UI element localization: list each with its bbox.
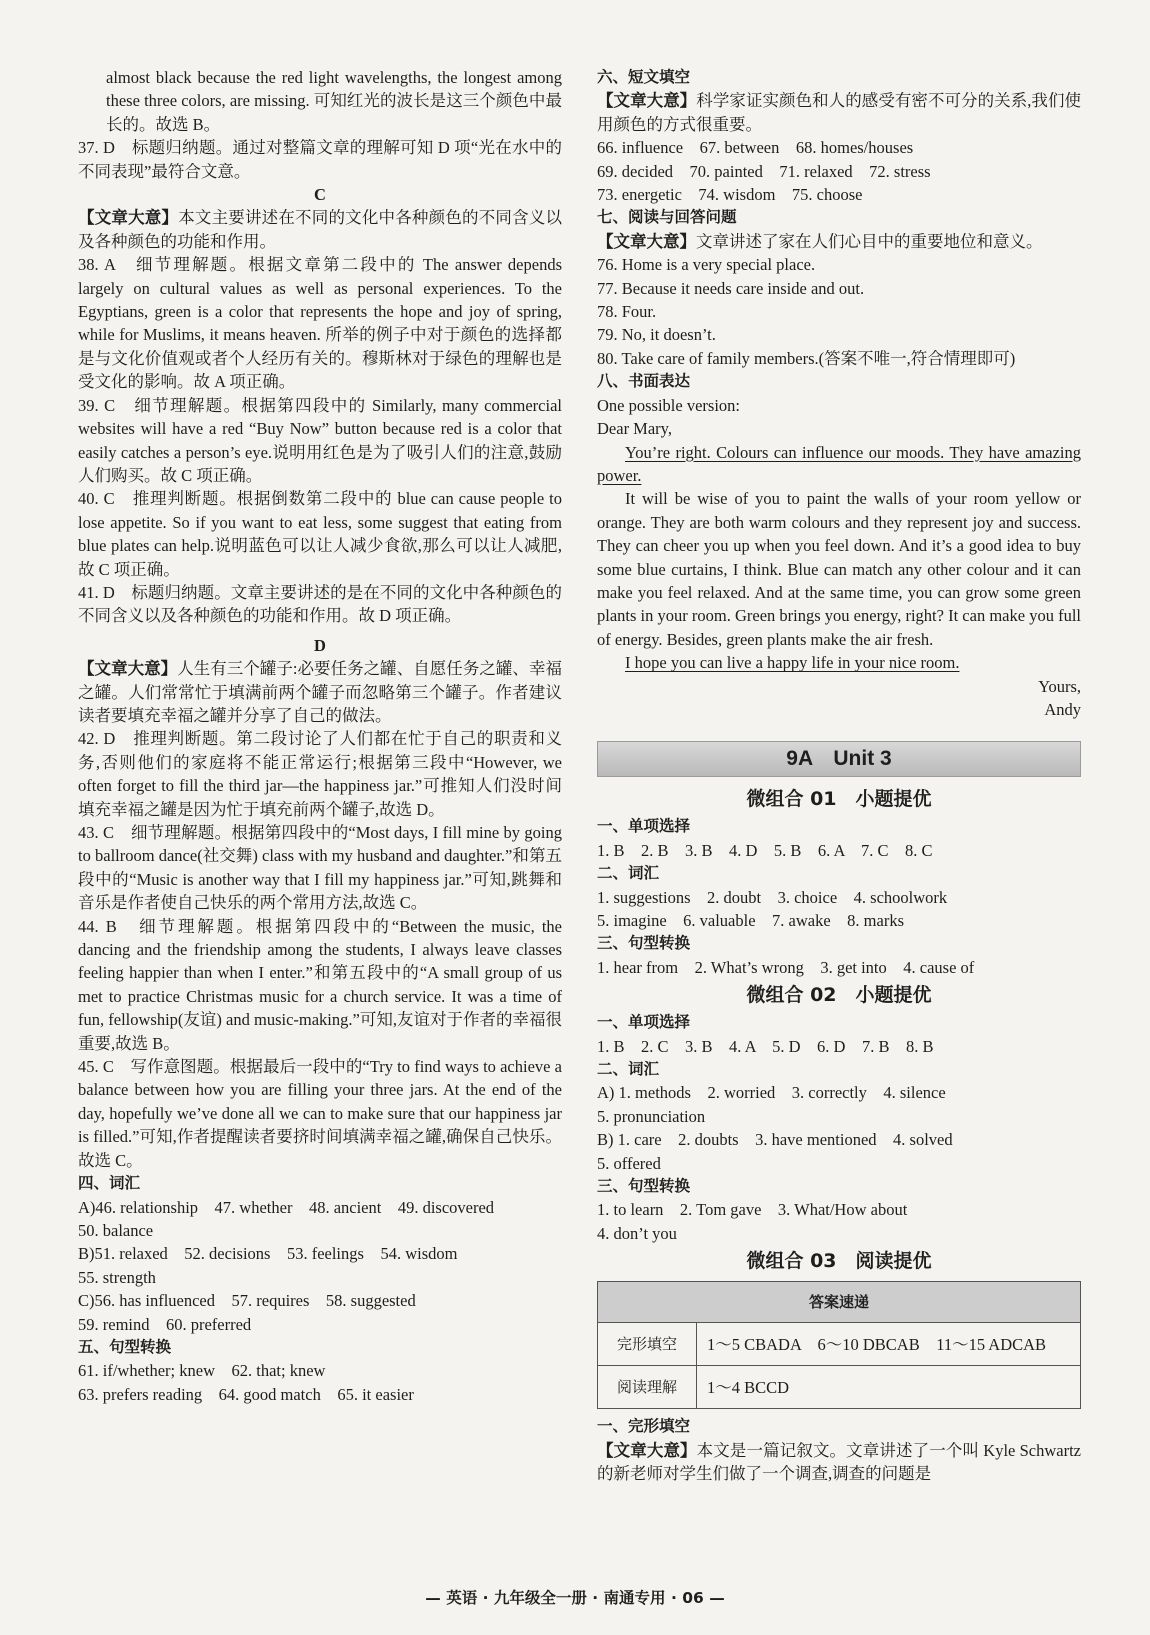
group-02-section-2: 二、词汇 [597, 1060, 660, 1079]
answer-39: 39. C 细节理解题。根据第四段中的 Similarly, many commercial websites will have a red “Buy Now” button because red is a color that easily catches a person’s eye.说明用红色是为了吸引人们的注意,鼓励人们购买。故 C 项正确。 [78, 395, 562, 485]
answer-80: 80. Take care of family members.(答案不唯一,符合情理即可) [597, 348, 1016, 368]
table-row [598, 1366, 1081, 1409]
right-column [597, 66, 1081, 1486]
essay-closing: Yours, [1038, 676, 1081, 696]
unit-title-bar: 9A Unit 3 [597, 741, 1081, 777]
group-01-answers-1: 1. B 2. B 3. B 4. D 5. B 6. A 7. C 8. C [597, 840, 933, 860]
group-02-answers-7: 4. don’t you [597, 1223, 677, 1243]
essay-greeting: Dear Mary, [597, 419, 672, 439]
sentence-answers-2: 63. prefers reading 64. good match 65. it easier [78, 1384, 414, 1404]
vocab-b: B)51. relaxed 52. decisions 53. feelings 54. wisdom [78, 1244, 458, 1264]
answer-37: 37. D 标题归纳题。通过对整篇文章的理解可知 D 项“光在水中的不同表现”最符合文意。 [78, 138, 562, 181]
sentence-answers-1: 61. if/whether; knew 62. that; knew [78, 1361, 326, 1381]
vocab-b2: 55. strength [78, 1267, 156, 1287]
summary-6 [597, 89, 1081, 136]
group-01-title: 微组合 01 小题提优 [746, 788, 932, 811]
group-01-section-3: 三、句型转换 [597, 934, 691, 953]
group-02-answers-1: 1. B 2. C 3. B 4. A 5. D 6. D 7. B 8. B [597, 1036, 934, 1056]
answer-78: 78. Four. [597, 302, 657, 322]
left-column [78, 66, 562, 1406]
table-row-value: 1～5 CBADA 6～10 DBCAB 11～15 ADCAB [697, 1323, 1081, 1366]
fill-answers-1: 66. influence 67. between 68. homes/houses [597, 138, 914, 158]
essay-intro: One possible version: [597, 395, 740, 415]
section-c-heading: C [314, 185, 326, 205]
summary-c [78, 206, 562, 253]
table-row [598, 1323, 1081, 1366]
essay-paragraph-2: It will be wise of you to paint the walls of your room yellow or orange. They are both warm colours and they represent joy and success. They can cheer you up when you feel down. And it’s a good idea to buy some blue curtains, I think. Blue can match any other colour and it can make you feel relaxed. And at the same time, you can grow some green plants in your room. Green brings you energy, right? It can make you full of energy. Besides, green plants make the air fresh. [597, 489, 1081, 649]
section-7-heading: 七、阅读与回答问题 [597, 208, 737, 227]
group-01-answers-3: 5. imagine 6. valuable 7. awake 8. marks [597, 911, 904, 930]
group-01-section-1: 一、单项选择 [597, 817, 691, 836]
group-03-section-1: 一、完形填空 [597, 1417, 691, 1436]
answer-quick-table-header: 答案速递 [598, 1282, 1081, 1323]
essay-signature: Andy [1044, 699, 1081, 719]
group-02-title: 微组合 02 小题提优 [746, 984, 932, 1007]
table-row-value: 1～4 BCCD [697, 1366, 1081, 1409]
summary-6-text: 科学家证实颜色和人的感受有密不可分的关系,我们使用颜色的方式很重要。 [597, 91, 1082, 134]
group-02-answers-3: 5. pronunciation [597, 1106, 706, 1126]
essay-paragraph-3: I hope you can live a happy life in your nice room. [625, 653, 960, 673]
section-4-heading: 四、词汇 [78, 1174, 141, 1193]
fill-answers-2: 69. decided 70. painted 71. relaxed 72. stress [597, 161, 931, 181]
group-01-answers-4: 1. hear from 2. What’s wrong 3. get into 4. cause of [597, 957, 975, 977]
answer-43: 43. C 细节理解题。根据第四段中的“Most days, I fill mine by going to ballroom dance(社交舞) class with my husband and daughter.”和第五段中的“Music is another way that I fill my happiness jar.”可知,跳舞和音乐是作者使自己快乐的两个常用方法,故选 C。 [78, 823, 562, 913]
vocab-c2: 59. remind 60. preferred [78, 1314, 252, 1334]
summary-d-text: 人生有三个罐子:必要任务之罐、自愿任务之罐、幸福之罐。人们常常忙于填满前两个罐子而忽略第三个罐子。作者建议读者要填充幸福之罐并分享了自己的做法。 [78, 659, 562, 725]
answer-41: 41. D 标题归纳题。文章主要讲述的是在不同的文化中各种颜色的不同含义以及各种颜色的功能和作用。故 D 项正确。 [78, 582, 562, 626]
vocab-c: C)56. has influenced 57. requires 58. suggested [78, 1291, 416, 1311]
section-5-heading: 五、句型转换 [78, 1337, 172, 1356]
answer-40: 40. C 推理判断题。根据倒数第二段中的 blue can cause people to lose appetite. So if you want to eat less, some suggest that eating from blue plates can help.说明蓝色可以让人减少食欲,那么可以让人减肥,故 C 项正确。 [78, 489, 562, 579]
essay-paragraph-1: You’re right. Colours can influence our moods. They have amazing power. [597, 442, 1081, 485]
vocab-a: A)46. relationship 47. whether 48. ancient 49. discovered [78, 1197, 495, 1217]
summary-6-label: 【文章大意】 [597, 91, 697, 111]
summary-7-text: 文章讲述了家在人们心目中的重要地位和意义。 [696, 231, 1043, 251]
table-row-label: 完形填空 [598, 1323, 697, 1366]
group-02-answers-6: 1. to learn 2. Tom gave 3. What/How about [597, 1200, 908, 1220]
answer-quick-table [597, 1281, 1081, 1409]
section-6-heading: 六、短文填空 [597, 68, 691, 86]
answer-42: 42. D 推理判断题。第二段讨论了人们都在忙于自己的职责和义务,否则他们的家庭将不能正常运行;根据第三段中“However, we often forget to fill the third jar—the happiness jar.”可推知人们没时间填充幸福之罐是因为忙于填充前两个罐子,故选 D。 [78, 729, 562, 819]
group-02-section-3: 三、句型转换 [597, 1177, 691, 1196]
answer-45: 45. C 写作意图题。根据最后一段中的“Try to find ways to achieve a balance between how you are filling your three jars. At the end of the day, hopefully we’ve done all we can to make sure that our happiness jar is filled.”可知,作者提醒读者要挤时间填满幸福之罐,确保自己快乐。故选 C。 [78, 1057, 562, 1170]
answer-79: 79. No, it doesn’t. [597, 325, 716, 345]
answer-77: 77. Because it needs care inside and out. [597, 278, 865, 298]
summary-d [78, 657, 562, 727]
summary-g3-label: 【文章大意】 [597, 1440, 697, 1460]
summary-c-label: 【文章大意】 [78, 208, 179, 228]
carryover-paragraph: almost black because the red light wavelengths, the longest among these three colors, are missing. 可知红光的波长是这三个颜色中最长的。故选 B。 [106, 68, 562, 134]
fill-answers-3: 73. energetic 74. wisdom 75. choose [597, 185, 863, 205]
page-footer: — 英语 · 九年级全一册 · 南通专用 · 06 — [425, 1589, 725, 1607]
answer-38: 38. A 细节理解题。根据文章第二段中的 The answer depends largely on cultural values as well as personal experiences. To the Egyptians, green is a color that represents the hope and joy of spring, while for Muslims, it means heaven. 所举的例子中对于颜色的选择都是与文化价值观或者个人经历有关的。穆斯林对于绿色的理解也是受文化的影响。故 A 项正确。 [78, 255, 562, 392]
answer-76: 76. Home is a very special place. [597, 255, 816, 275]
summary-g3 [597, 1439, 1081, 1486]
group-02-answers-2: A) 1. methods 2. worried 3. correctly 4. silence [597, 1083, 946, 1103]
summary-7 [597, 230, 1081, 253]
group-02-answers-4: B) 1. care 2. doubts 3. have mentioned 4. solved [597, 1130, 953, 1150]
group-01-section-2: 二、词汇 [597, 864, 660, 883]
summary-7-label: 【文章大意】 [597, 231, 696, 251]
table-row-label: 阅读理解 [598, 1366, 697, 1409]
summary-c-text: 本文主要讲述在不同的文化中各种颜色的不同含义以及各种颜色的功能和作用。 [78, 208, 563, 251]
vocab-a2: 50. balance [78, 1220, 154, 1240]
answer-44: 44. B 细节理解题。根据第四段中的“Between the music, the dancing and the friendship among the students, I always leave classes feeling happier than when I enter.”和第五段中的“A small group of us met to practice Christmas music for a church service. It was a time of fun, fellowship(友谊) and music-making.”可知,友谊对于作者的幸福很重要,故选 B。 [78, 916, 562, 1053]
group-01-answers-2: 1. suggestions 2. doubt 3. choice 4. schoolwork [597, 887, 948, 907]
section-d-heading: D [314, 635, 326, 655]
summary-g3-text: 本文是一篇记叙文。文章讲述了一个叫 Kyle Schwartz 的新老师对学生们做了一个调查,调查的问题是 [597, 1440, 1082, 1484]
section-8-heading: 八、书面表达 [597, 372, 691, 391]
group-02-answers-5: 5. offered [597, 1153, 661, 1173]
group-03-title: 微组合 03 阅读提优 [746, 1250, 932, 1273]
group-02-section-1: 一、单项选择 [597, 1013, 691, 1032]
summary-d-label: 【文章大意】 [78, 659, 178, 679]
